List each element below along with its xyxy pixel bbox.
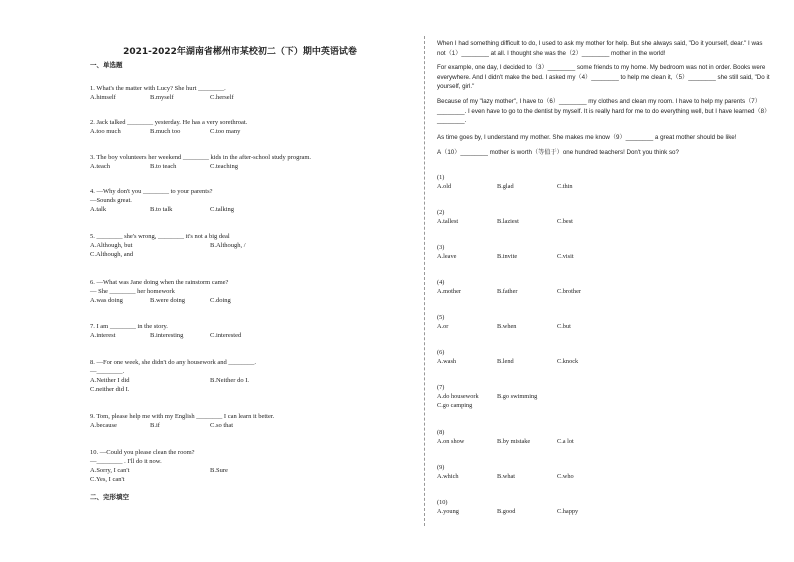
answer-option[interactable]: C.happy xyxy=(557,508,579,515)
answer-option[interactable]: C.teaching xyxy=(210,163,238,170)
answer-option[interactable]: C.who xyxy=(557,473,574,480)
answer-option[interactable]: A.mother xyxy=(437,288,461,295)
question-stem: 3. The boy volunteers her weekend ________ kids in the after-school study program. xyxy=(90,154,312,161)
passage-paragraph: When I had something difficult to do, I used to ask my mother for help. But she always said, "Do it yourself, dear." I was not（1）________ at all. I thought she was the（2）________ mother in the world! xyxy=(437,40,763,57)
question-stem-line2: —________ . I'll do it now. xyxy=(90,458,162,465)
answer-option[interactable]: B.much too xyxy=(150,128,181,135)
cloze-question-10 xyxy=(437,498,767,516)
answer-option[interactable]: B.invite xyxy=(497,253,518,260)
question-stem: 7. I am ________ in the story. xyxy=(90,323,168,330)
answer-option[interactable]: C.too many xyxy=(210,128,241,135)
column-divider xyxy=(424,36,425,526)
answer-option[interactable]: B.myself xyxy=(150,94,174,101)
answer-option[interactable]: B.if xyxy=(150,422,160,429)
cloze-number: (5) xyxy=(437,314,445,321)
answer-option[interactable]: C.best xyxy=(557,218,573,225)
cloze-number: (8) xyxy=(437,429,445,436)
cloze-number: (4) xyxy=(437,279,445,286)
cloze-question-4 xyxy=(437,278,767,296)
question-5 xyxy=(90,232,410,259)
answer-option[interactable]: B.to teach xyxy=(150,163,177,170)
question-6 xyxy=(90,278,410,305)
answer-option[interactable]: A.teach xyxy=(90,163,111,170)
answer-option[interactable]: B.to talk xyxy=(150,206,173,213)
answer-option[interactable]: A.leave xyxy=(437,253,457,260)
passage-paragraph: A（10）________ mother is worth（等值于）one hundred teachers! Don't you think so? xyxy=(437,149,679,156)
question-7 xyxy=(90,322,410,340)
answer-option[interactable]: B.were doing xyxy=(150,297,186,304)
section-heading-single-choice: 一、单选题 xyxy=(90,61,123,69)
answer-option[interactable]: C.interested xyxy=(210,332,242,339)
answer-option[interactable]: A.or xyxy=(437,323,449,330)
question-8 xyxy=(90,358,410,394)
exam-title: 2021-2022年湖南省郴州市某校初二（下）期中英语试卷 xyxy=(123,47,357,57)
question-1 xyxy=(90,84,410,102)
answer-option[interactable]: A.was doing xyxy=(90,297,123,304)
answer-option[interactable]: B.Sure xyxy=(210,467,228,474)
cloze-question-8 xyxy=(437,428,767,446)
answer-option[interactable]: A.on show xyxy=(437,438,465,445)
answer-option[interactable]: C.knock xyxy=(557,358,579,365)
answer-option[interactable]: B.father xyxy=(497,288,518,295)
answer-option[interactable]: B.glad xyxy=(497,183,514,190)
answer-option[interactable]: C.doing xyxy=(210,297,231,304)
question-2 xyxy=(90,118,410,136)
question-stem: 2. Jack talked ________ yesterday. He has a very sorethroat. xyxy=(90,119,248,126)
answer-option[interactable]: B.laziest xyxy=(497,218,519,225)
answer-option[interactable]: C.brother xyxy=(557,288,581,295)
answer-option[interactable]: B.interesting xyxy=(150,332,184,339)
cloze-question-6 xyxy=(437,348,767,366)
answer-option[interactable]: B.go swimming xyxy=(497,393,538,400)
cloze-number: (10) xyxy=(437,499,448,506)
question-4 xyxy=(90,187,410,214)
question-9 xyxy=(90,412,410,430)
answer-option[interactable]: C.Although, and xyxy=(90,251,134,258)
answer-option[interactable]: A.too much xyxy=(90,128,121,135)
question-10 xyxy=(90,448,410,484)
passage-paragraph: Because of my "lazy mother", I have to（6）________ my clothes and clean my room. I have to help my parents（7）________. I even have to go to the dentist by myself. It is really hard for me to do everything well, but I have learned（8）________. xyxy=(437,98,771,124)
answer-option[interactable]: B.lend xyxy=(497,358,514,365)
answer-option[interactable]: C.neither did I. xyxy=(90,386,130,393)
answer-option[interactable]: A.young xyxy=(437,508,459,515)
cloze-question-3 xyxy=(437,243,767,261)
answer-option[interactable]: C.go camping xyxy=(437,402,473,409)
passage-paragraph: For example, one day, I decided to（3）________ some friends to my home. My bedroom was not in order. Books were everywhere. And I didn't make the bed. I asked my（4）________ to help me clean it,（5）________ she still said, "Do it yourself, girl." xyxy=(437,64,770,90)
answer-option[interactable]: C.thin xyxy=(557,183,573,190)
cloze-number: (7) xyxy=(437,384,445,391)
cloze-question-2 xyxy=(437,208,767,226)
section-heading-cloze: 二、完形填空 xyxy=(90,493,129,501)
cloze-question-5 xyxy=(437,313,767,331)
question-stem-line2: — She ________ her homework xyxy=(90,288,175,295)
answer-option[interactable]: C.Yes, I can't xyxy=(90,476,125,483)
answer-option[interactable]: B.Neither do I. xyxy=(210,377,249,384)
answer-option[interactable]: A.do housework xyxy=(437,393,479,400)
answer-option[interactable]: C.so that xyxy=(210,422,234,429)
answer-option[interactable]: C.but xyxy=(557,323,571,330)
answer-option[interactable]: A.Sorry, I can't xyxy=(90,467,130,474)
answer-option[interactable]: B.what xyxy=(497,473,516,480)
answer-option[interactable]: B.Although, / xyxy=(210,242,246,249)
answer-option[interactable]: A.talk xyxy=(90,206,107,213)
question-stem: 10. —Could you please clean the room? xyxy=(90,449,195,456)
question-stem: 1. What's the matter with Lucy? She hurt ________. xyxy=(90,85,226,92)
cloze-question-1 xyxy=(437,173,767,191)
answer-option[interactable]: C.a lot xyxy=(557,438,574,445)
answer-option[interactable]: A.tallest xyxy=(437,218,459,225)
answer-option[interactable]: B.good xyxy=(497,508,516,515)
question-stem: 5. ________ she's wrong, ________ it's not a big deal xyxy=(90,233,230,240)
cloze-question-9 xyxy=(437,463,767,481)
cloze-number: (1) xyxy=(437,174,445,181)
question-stem: 4. —Why don't you ________ to your parents? xyxy=(90,188,213,195)
question-stem: 8. —For one week, she didn't do any housework and ________. xyxy=(90,359,256,366)
answer-option[interactable]: C.herself xyxy=(210,94,234,101)
answer-option[interactable]: B.by mistake xyxy=(497,438,531,445)
question-3 xyxy=(90,153,410,171)
answer-option[interactable]: C.talking xyxy=(210,206,235,213)
cloze-number: (9) xyxy=(437,464,445,471)
question-stem-line2: —________. xyxy=(90,368,125,375)
answer-option[interactable]: A.himself xyxy=(90,94,116,101)
passage-paragraph: As time goes by, I understand my mother. She makes me know（9）________ a great mother should be like! xyxy=(437,134,737,141)
cloze-question-7 xyxy=(437,383,767,410)
answer-option[interactable]: A.Neither I did xyxy=(90,377,130,384)
question-stem-line2: —Sounds great. xyxy=(90,197,132,204)
answer-option[interactable]: A.old xyxy=(437,183,452,190)
answer-option[interactable]: C.visit xyxy=(557,253,574,260)
answer-option[interactable]: A.interest xyxy=(90,332,116,339)
answer-option[interactable]: A.which xyxy=(437,473,459,480)
answer-option[interactable]: A.because xyxy=(90,422,117,429)
question-stem: 9. Tom, please help me with my English ________ I can learn it better. xyxy=(90,413,275,420)
answer-option[interactable]: B.when xyxy=(497,323,517,330)
answer-option[interactable]: A.Although, but xyxy=(90,242,133,249)
question-stem: 6. —What was Jane doing when the rainstorm came? xyxy=(90,279,229,286)
cloze-number: (3) xyxy=(437,244,445,251)
cloze-number: (2) xyxy=(437,209,445,216)
cloze-number: (6) xyxy=(437,349,445,356)
answer-option[interactable]: A.wash xyxy=(437,358,457,365)
